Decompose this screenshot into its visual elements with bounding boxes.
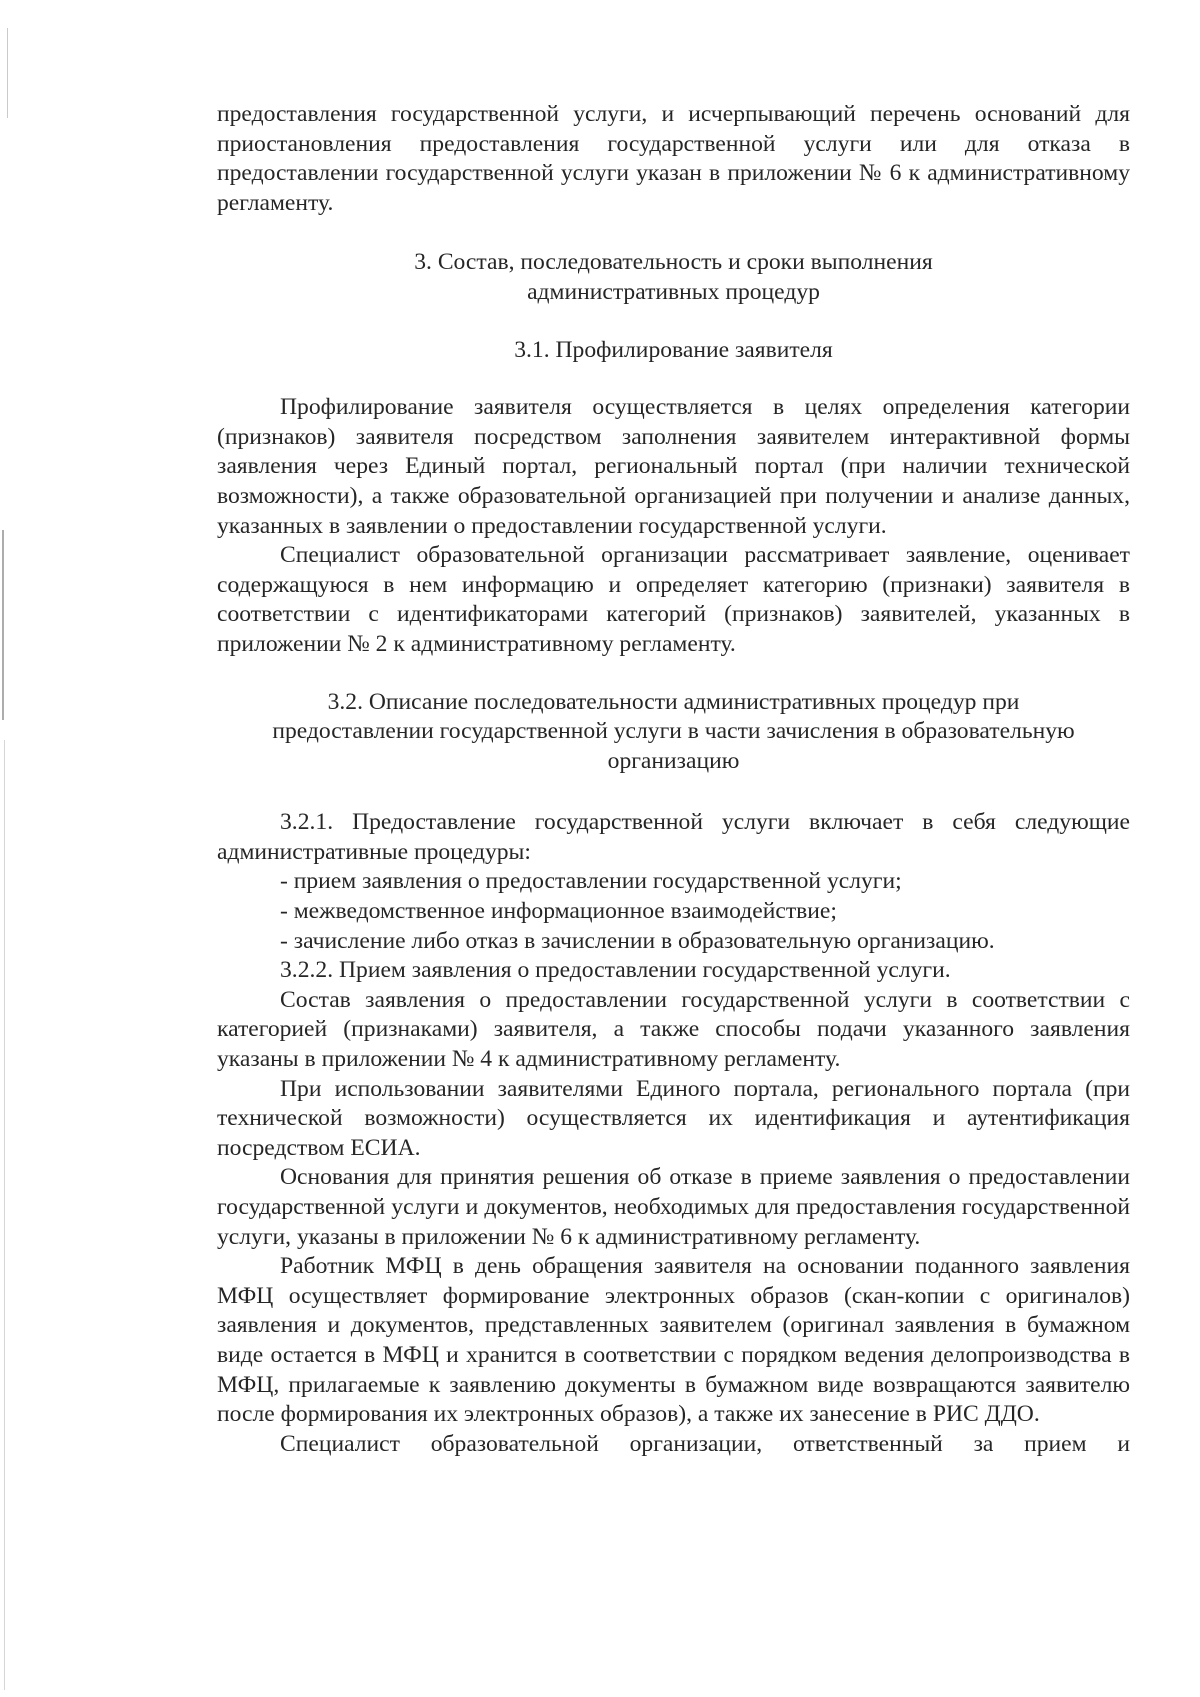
paragraph-3-2-1: 3.2.1. Предоставление государственной услуги включает в себя следующие административные процедуры:: [217, 809, 1130, 865]
scan-edge-mark-middle: [2, 530, 4, 720]
paragraph-3-2-2: 3.2.2. Прием заявления о предоставлении государственной услуги.: [280, 957, 951, 984]
section-3-2-title-line-1: 3.2. Описание последовательности административных процедур при: [327, 688, 1020, 715]
paragraph-specialist-review: Специалист образовательной организации рассматривает заявление, оценивает содержащуюся в нем информацию и определяет категорию (признаки) заявителя в соответствии с идентификаторами категорий (признаков) заявителей, указанных в приложении № 2 к административному регламенту.: [217, 542, 1130, 657]
paragraph-mfc-worker: Работник МФЦ в день обращения заявителя на основании поданного заявления МФЦ осуществляет формирование электронных образов (скан-копии с оригиналов) заявления и документов, представленных заявителем (оригинал заявления в бумажном виде остается в МФЦ и хранится в соответствии с порядком ведения делопроизводства в МФЦ, прилагаемые к заявлению документы в бумажном виде возвращаются заявителю после формирования их электронных образов), а также их занесение в РИС ДДО.: [217, 1253, 1130, 1428]
paragraph-application-composition: Состав заявления о предоставлении государственной услуги в соответствии с категорией (признаками) заявителя, а также способы подачи указанного заявления указаны в приложении № 4 к административному регламенту.: [217, 986, 1130, 1073]
list-item: - межведомственное информационное взаимодействие;: [280, 898, 837, 925]
document-body: [217, 100, 1130, 1459]
section-3-title-line-2: административных процедур: [527, 278, 820, 305]
list-item: - прием заявления о предоставлении государственной услуги;: [280, 868, 902, 895]
paragraph-trailing: Специалист образовательной организации, ответственный за прием и: [280, 1430, 1130, 1457]
section-3-1-title: 3.1. Профилирование заявителя: [514, 336, 833, 363]
section-3-title-line-1: 3. Состав, последовательность и сроки выполнения: [414, 249, 933, 276]
section-3-2-title-line-2: предоставлении государственной услуги в части зачисления в образовательную: [272, 718, 1075, 745]
list-item: - зачисление либо отказ в зачислении в образовательную организацию.: [280, 927, 995, 954]
paragraph-continuation: предоставления государственной услуги, и исчерпывающий перечень оснований для приостановления предоставления государственной услуги или для отказа в предоставлении государственной услуги указан в приложении № 6 к административному регламенту.: [217, 101, 1130, 216]
scan-edge-mark-top: [7, 28, 8, 118]
section-3-2-title-line-3: организацию: [607, 747, 740, 774]
paragraph-refusal-grounds: Основания для принятия решения об отказе в приеме заявления о предоставлении государственной услуги и документов, необходимых для предоставления государственной услуги, указаны в приложении № 6 к административному регламенту.: [217, 1164, 1130, 1250]
paragraph-esia-identification: При использовании заявителями Единого портала, регионального портала (при технической возможности) осуществляется их идентификация и аутентификация посредством ЕСИА.: [217, 1075, 1130, 1161]
paragraph-profiling: Профилирование заявителя осуществляется в целях определения категории (признаков) заявителя посредством заполнения заявителем интерактивной формы заявления через Единый портал, региональный портал (при наличии технической возможности), а также образовательной организацией при получении и анализе данных, указанных в заявлении о предоставлении государственной услуги.: [217, 394, 1130, 539]
scan-edge-mark-lower: [4, 740, 5, 1690]
